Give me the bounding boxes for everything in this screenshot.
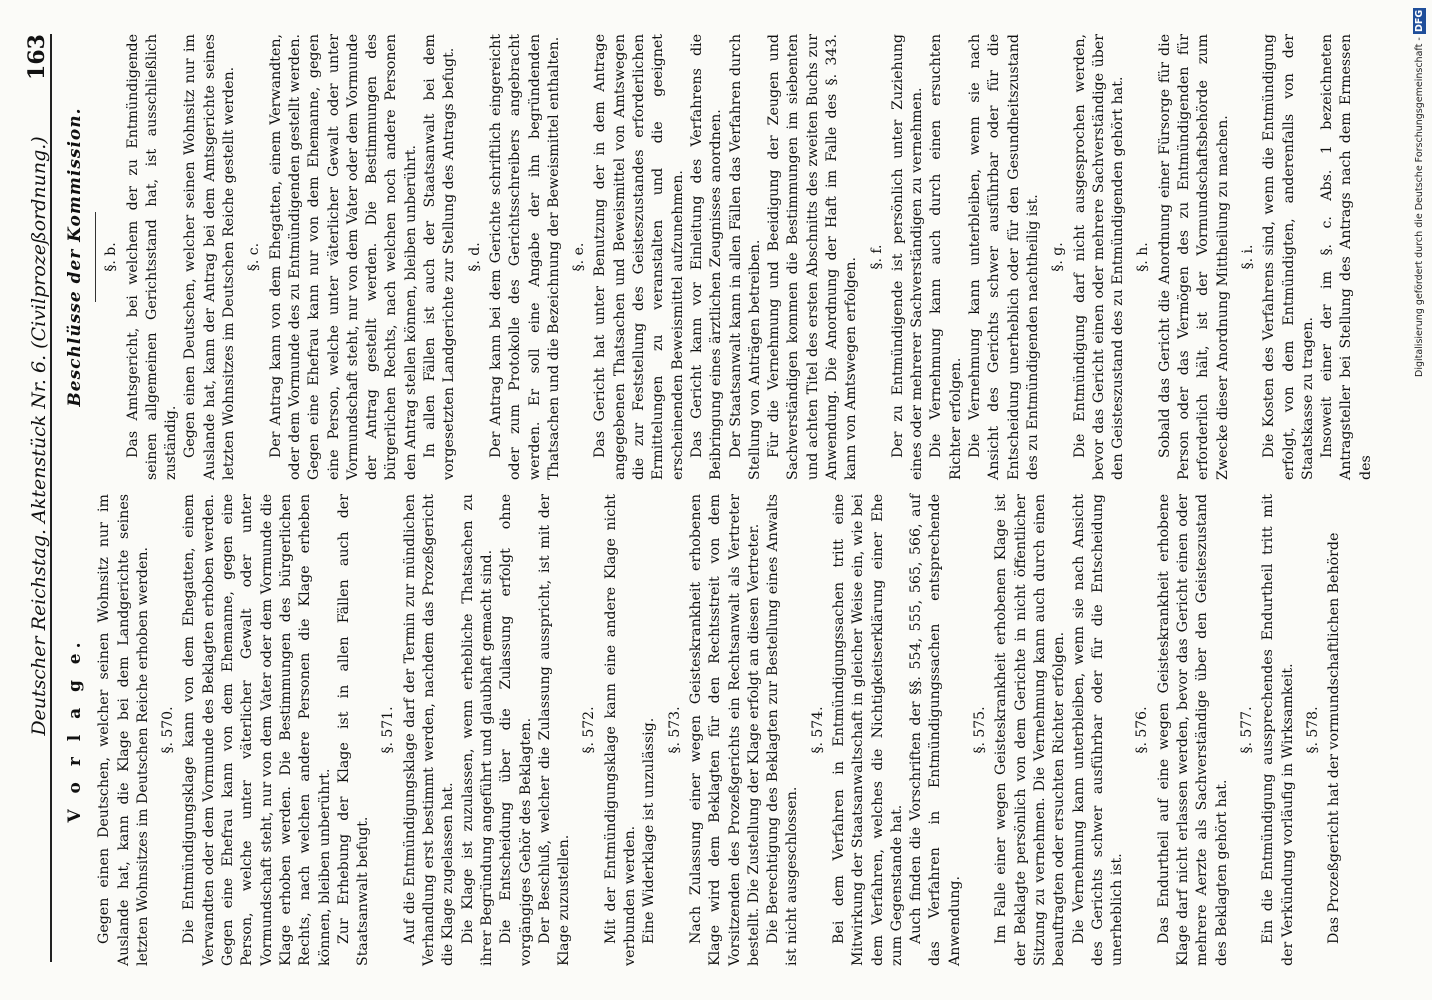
paragraph-number: §. d. xyxy=(466,242,483,272)
paragraph-text: Der Antrag kann bei dem Gerichte schriftlich eingereicht oder zum Protokolle des Gerichtsschreibers angebracht werden. Er soll eine Angabe der ihn begründenden Thatsachen und die Bezeichnung der Beweismittel enthalten. xyxy=(487,34,562,480)
paragraph-number: §. f. xyxy=(868,244,885,270)
running-head: Deutscher Reichstag. Aktenstück Nr. 6. (Civilprozeßordnung.) xyxy=(28,136,50,736)
paragraph-text: Bei dem Verfahren in Entmündigungssachen tritt eine Mitwirkung der Staatsanwaltschaft in gleicher Weise ein, wie bei dem Verfahren, welches die Nichtigkeitserklärung einer Ehe zum Gegenstande hat. xyxy=(830,494,905,966)
paragraph-text: Die Entmündigungsklage kann von dem Ehegatten, einem Verwandten oder dem Vormunde des Beklagten erhoben werden. Gegen eine Ehefrau kann von dem Ehemanne, gegen eine Person, welche unter väterlicher Gewalt oder unter Vormundschaft steht, nur von dem Vater oder dem Vormunde die Klage erhoben werden. Die Bestimmungen des bürgerlichen Rechts, nach welchen andere Personen die Klage erheben können, bleiben unberührt. xyxy=(181,494,333,966)
paragraph-number: §. 573. xyxy=(666,706,683,754)
paragraph-text: Zur Erhebung der Klage ist in allen Fällen auch der Staatsanwalt befugt. xyxy=(335,494,372,966)
paragraph-text: Das Endurtheil auf eine wegen Geisteskrankheit erhobene Klage darf nicht erlassen werden, bevor das Gericht einen oder mehrere Aerzte als Sachverständige über den Geisteszustand des Beklagten gehört hat. xyxy=(1155,494,1230,966)
title-rule xyxy=(95,212,96,302)
paragraph-text: Der Antrag kann von dem Ehegatten, einem Verwandten, oder dem Vormunde des zu Entmündigenden gestellt werden. Gegen eine Ehefrau kann nur von dem Ehemanne, gegen eine Person, welche unter väterlicher Gewalt oder unter Vormundschaft steht, nur von dem Vater oder dem Vormunde der Antrag gestellt werden. Die Bestimmungen des bürgerlichen Rechts, nach welchen noch andere Personen den Antrag stellen können, bleiben unberührt. xyxy=(267,34,419,480)
paragraph-text: Gegen einen Deutschen, welcher seinen Wohnsitz nur im Auslande hat, kann die Klage bei dem Landgerichte seines letzten Wohnsitzes im Deutschen Reiche erhoben werden. xyxy=(96,494,151,966)
digitization-stamp xyxy=(1414,8,1425,998)
paragraph-text: Die Kosten des Verfahrens sind, wenn die Entmündigung erfolgt, von dem Entmündigten, anderenfalls von der Staatskasse zu tragen. xyxy=(1261,34,1316,480)
paragraph-text: Auch finden die Vorschriften der §§. 554, 555, 565, 566, auf das Verfahren in Entmündigungssachen entsprechende Anwendung. xyxy=(908,494,963,966)
paragraph-number: §. e. xyxy=(571,242,588,272)
dfg-logo: DFG xyxy=(1414,10,1425,33)
paragraph-text: Insoweit einer der im §. c. Abs. 1 bezeichneten Antragsteller bei Stellung des Antrags nach dem Ermessen des xyxy=(1319,34,1374,480)
paragraph-number: §. 578. xyxy=(1304,706,1321,754)
paragraph-number: §. 572. xyxy=(581,706,598,754)
paragraph-text: Das Gericht hat unter Benutzung der in dem Antrage angegebenen Thatsachen und Beweismittel von Amtswegen die zur Feststellung des Geisteszustandes erforderlichen Ermittelungen zu veranstalten und die geeignet erscheinenden Beweismittel aufzunehmen. xyxy=(592,34,686,480)
paragraph-number: §. 576. xyxy=(1134,706,1151,754)
paragraph-text: Die Klage ist zuzulassen, wenn erhebliche Thatsachen zu ihrer Begründung angeführt und glaubhaft gemacht sind. xyxy=(459,494,495,966)
paragraph-number: §. i. xyxy=(1239,244,1256,270)
paragraph-text: Der Staatsanwalt kann in allen Fällen das Verfahren durch Stellung von Anträgen betreiben. xyxy=(727,34,763,480)
column-title-kommission: Beschlüsse der Kommission. xyxy=(65,107,85,407)
paragraph-text: Nach Zulassung einer wegen Geisteskrankheit erhobenen Klage wird dem Beklagten für den Rechtsstreit von dem Vorsitzenden des Prozeßgerichts ein Rechtsanwalt als Vertreter bestellt. Die Zustellung der Klage erfolgt an diesen Vertreter. xyxy=(687,494,762,966)
paragraph-text: Auf die Entmündigungsklage darf der Termin zur mündlichen Verhandlung erst bestimmt werden, nachdem das Prozeßgericht die Klage zugelassen hat. xyxy=(401,494,457,966)
paragraph-text: Die Vernehmung kann unterbleiben, wenn sie nach Ansicht des Gerichts schwer ausführbar oder für die Entscheidung unerheblich ist. xyxy=(1070,494,1126,966)
paragraph-text: Für die Vernehmung und Beeidigung der Zeugen und Sachverständigen kommen die Bestimmungen im siebenten und achten Titel des ersten Abschnitts des zweiten Buchs zur Anwendung. Die Anordnung der Haft im Falle des §. 343. kann von Amtswegen erfolgen. xyxy=(766,34,860,480)
paragraph-text: Die Vernehmung kann unterbleiben, wenn sie nach Ansicht des Gerichts schwer ausführbar oder für die Entscheidung unerheblich oder für den Gesundheitszustand des zu Entmündigenden nachtheilig ist. xyxy=(967,34,1041,480)
paragraph-text: Die Berechtigung des Beklagten zur Bestellung eines Anwalts ist nicht ausgeschlossen. xyxy=(765,494,801,966)
column-body-kommission xyxy=(102,34,1376,480)
paragraph-text: Eine Widerklage ist unzulässig. xyxy=(641,717,658,944)
column-vorlage xyxy=(62,494,1344,966)
paragraph-number: §. 577. xyxy=(1238,706,1255,754)
paragraph-text: Mit der Entmündigungsklage kann eine andere Klage nicht verbunden werden. xyxy=(602,494,639,966)
paragraph-text: Das Gericht kann vor Einleitung des Verfahrens die Beibringung eines ärztlichen Zeugnisses anordnen. xyxy=(688,34,725,480)
stamp-label: Digitalisierung gefördert durch die Deutsche Forschungsgemeinschaft - xyxy=(1414,37,1425,377)
column-title-vorlage: V o r l a g e. xyxy=(65,637,85,823)
paragraph-text: Das Amtsgericht, bei welchem der zu Entmündigende seinen allgemeinen Gerichtsstand hat, ist ausschließlich zuständig. xyxy=(124,34,180,480)
paragraph-number: §. 575. xyxy=(972,706,989,754)
paragraph-text: Gegen einen Deutschen, welcher seinen Wohnsitz nur im Auslande hat, kann der Antrag bei dem Amtsgerichte seines letzten Wohnsitzes im Deutschen Reiche gestellt werden. xyxy=(182,34,238,480)
paragraph-number: §. g. xyxy=(1050,242,1067,272)
paragraph-text: Im Falle einer wegen Geisteskrankheit erhobenen Klage ist der Beklagte persönlich von dem Gerichte in nicht öffentlicher Sitzung zu vernehmen. Die Vernehmung kann auch durch einen beauftragten oder ersuchten Richter erfolgen. xyxy=(993,494,1068,966)
paragraph-number: §. 571. xyxy=(380,706,397,754)
paragraph-text: Der zu Entmündigende ist persönlich unter Zuziehung eines oder mehrerer Sachverständigen zu vernehmen. xyxy=(889,34,926,480)
column-body-vorlage xyxy=(95,494,1344,966)
column-kommission xyxy=(62,34,1376,480)
page-header xyxy=(16,34,52,962)
paragraph-text: Sobald das Gericht die Anordnung einer Fürsorge für die Person oder das Vermögen des zu Entmündigenden für erforderlich hält, ist der Vormundschaftsbehörde zum Zwecke dieser Anordnung Mittheilung zu machen. xyxy=(1156,34,1231,480)
paragraph-number: §. h. xyxy=(1135,242,1152,272)
paragraph-text: In allen Fällen ist auch der Staatsanwalt bei dem vorgesetzten Landgerichte zur Stellung des Antrags befugt. xyxy=(422,34,458,480)
paragraph-text: Die Vernehmung kann auch durch einen ersuchten Richter erfolgen. xyxy=(928,34,964,480)
paragraph-number: §. 574. xyxy=(809,706,826,754)
paragraph-text: Ein die Entmündigung aussprechendes Endurtheil tritt mit der Verkündung vorläufig in Wirksamkeit. xyxy=(1260,494,1296,966)
page-number: 163 xyxy=(24,34,50,80)
paragraph-number: §. c. xyxy=(246,242,263,272)
paragraph-text: Die Entmündigung darf nicht ausgesprochen werden, bevor das Gericht einen oder mehrere Sachverständige über den Geisteszustand des zu Entmündigenden gehört hat. xyxy=(1071,34,1127,480)
paragraph-text: Die Entscheidung über die Zulassung erfolgt ohne vorgängiges Gehör des Beklagten. xyxy=(498,494,534,966)
paragraph-text: Das Prozeßgericht hat der vormundschaftlichen Behörde xyxy=(1326,532,1343,944)
paragraph-number: §. 570. xyxy=(160,706,177,754)
paragraph-number: §. b. xyxy=(103,242,120,272)
paragraph-text: Der Beschluß, welcher die Zulassung ausspricht, ist mit der Klage zuzustellen. xyxy=(536,494,573,966)
